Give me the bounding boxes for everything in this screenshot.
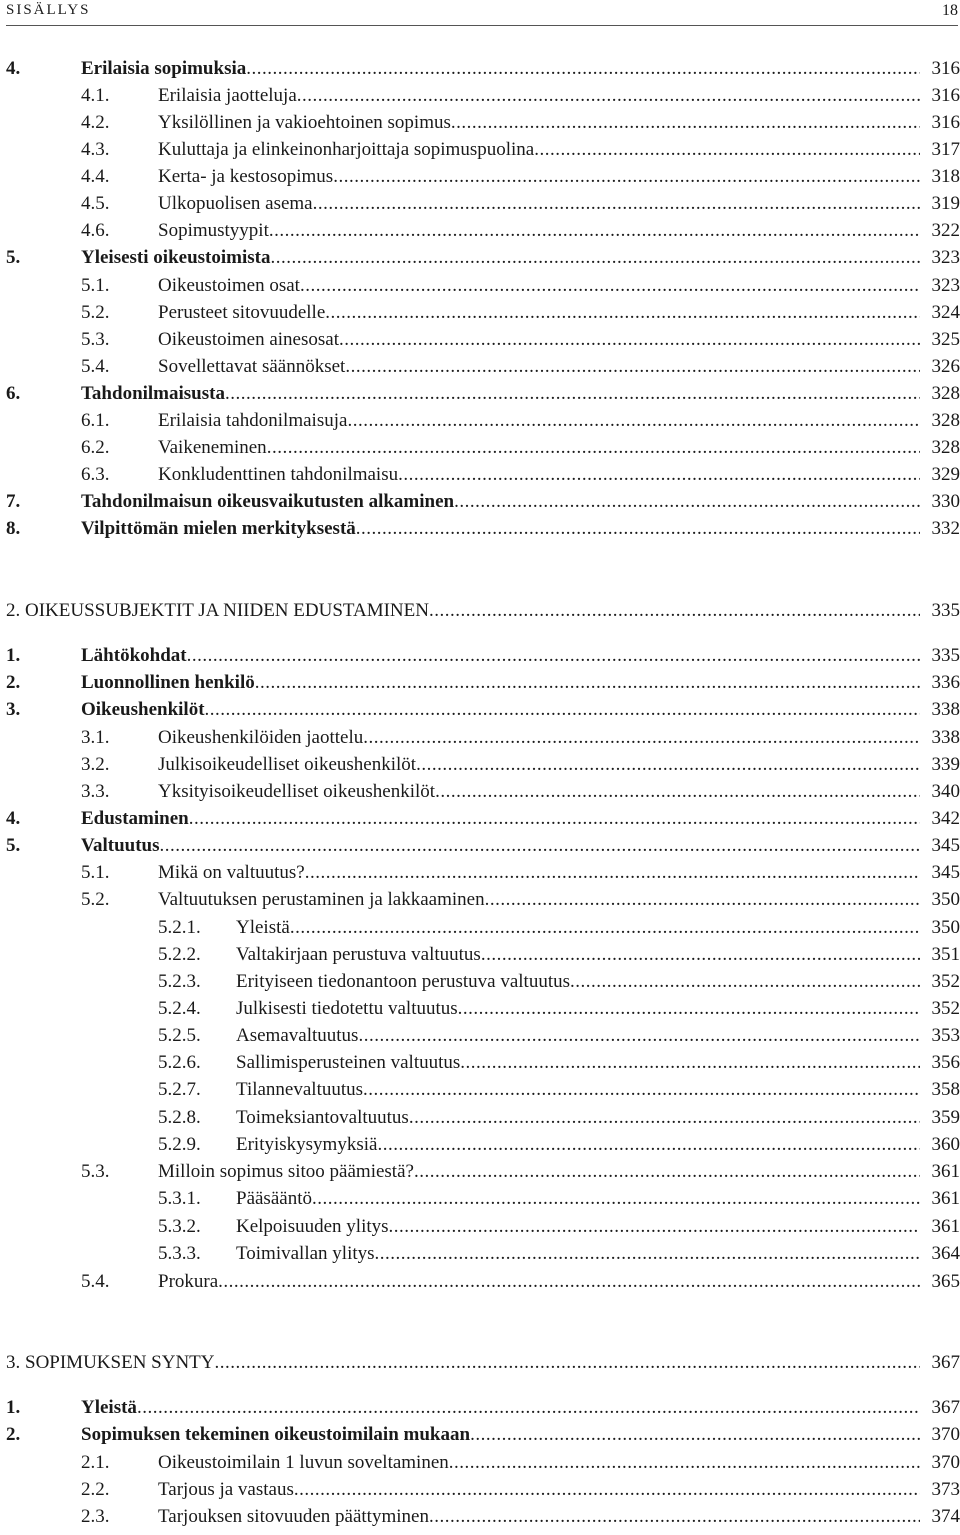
toc-entry	[0, 1213, 960, 1240]
toc-entry-number: 5.4.	[81, 356, 110, 377]
toc-entry	[0, 696, 960, 723]
toc-entry-page: 340	[931, 781, 960, 802]
toc-entry	[0, 968, 960, 995]
toc-entry	[0, 1449, 960, 1476]
dot-leader	[356, 515, 920, 542]
toc-entry	[0, 55, 960, 82]
toc-entry-number: 8.	[6, 518, 21, 539]
toc-entry-title: Pääsääntö	[236, 1188, 312, 1209]
dot-leader	[363, 724, 920, 751]
toc-entry	[0, 1076, 960, 1103]
toc-entry-number: 5.2.9.	[158, 1134, 201, 1155]
toc-entry-title: Valtuutuksen perustaminen ja lakkaaminen	[158, 889, 485, 910]
toc-entry-title: Valtuutus	[81, 835, 160, 856]
toc-entry-page: 370	[931, 1452, 960, 1473]
toc-entry-number: 3.2.	[81, 754, 110, 775]
toc-entry-title: Yleistä	[236, 917, 290, 938]
toc-entry-title: Erityiskysymyksiä	[236, 1134, 378, 1155]
toc-entry	[0, 1421, 960, 1448]
dot-leader	[363, 1076, 920, 1103]
toc-entry-title: 2. OIKEUSSUBJEKTIT JA NIIDEN EDUSTAMINEN	[6, 600, 429, 621]
toc-entry	[0, 136, 960, 163]
toc-entry	[0, 778, 960, 805]
toc-entry-page: 316	[931, 85, 960, 106]
toc-entry-number: 5.	[6, 247, 21, 268]
toc-entry	[0, 82, 960, 109]
toc-entry-number: 5.2.1.	[158, 917, 201, 938]
toc-entry	[0, 1131, 960, 1158]
dot-leader	[454, 488, 920, 515]
toc-entry-number: 5.2.7.	[158, 1079, 201, 1100]
toc-entry-title: Tahdonilmaisusta	[81, 383, 225, 404]
toc-entry-title: Tahdonilmaisun oikeusvaikutusten alkaminen	[81, 491, 455, 512]
toc-entry-page: 356	[931, 1052, 960, 1073]
toc-entry-number: 6.1.	[81, 410, 110, 431]
toc-entry-page: 322	[931, 220, 960, 241]
toc-entry-page: 323	[931, 247, 960, 268]
toc-entry-title: Prokura	[158, 1271, 219, 1292]
toc-entry-number: 5.2.	[81, 889, 110, 910]
toc-entry-number: 4.	[6, 808, 21, 829]
toc-entry-title: Konkludenttinen tahdonilmaisu	[158, 464, 399, 485]
toc-entry-page: 352	[931, 971, 960, 992]
dot-leader	[409, 1104, 920, 1131]
toc-entry	[0, 1268, 960, 1295]
toc-entry-number: 1.	[6, 1397, 21, 1418]
toc-entry-title: Oikeustoimilain 1 luvun soveltaminen	[158, 1452, 449, 1473]
dot-leader	[333, 163, 920, 190]
toc-entry-page: 353	[931, 1025, 960, 1046]
toc-entry	[0, 434, 960, 461]
toc-entry-title: Erilaisia jaotteluja	[158, 85, 297, 106]
toc-entry-page: 364	[931, 1243, 960, 1264]
toc-entry-title: Lähtökohdat	[81, 645, 187, 666]
toc-entry-page: 358	[931, 1079, 960, 1100]
dot-leader	[269, 217, 920, 244]
toc-entry-page: 330	[931, 491, 960, 512]
toc-entry-number: 3.1.	[81, 727, 110, 748]
toc-entry	[0, 1503, 960, 1530]
toc-entry-number: 5.2.3.	[158, 971, 201, 992]
toc-entry-number: 4.1.	[81, 85, 110, 106]
toc-entry-number: 6.	[6, 383, 21, 404]
toc-entry	[0, 1104, 960, 1131]
toc-entry-page: 374	[931, 1506, 960, 1527]
toc-entry-title: Oikeustoimen osat	[158, 275, 300, 296]
dot-leader	[290, 914, 920, 941]
toc-entry	[0, 190, 960, 217]
toc-entry-number: 5.3.	[81, 1161, 110, 1182]
dot-leader	[534, 136, 920, 163]
dot-leader	[458, 995, 920, 1022]
toc-entry	[0, 642, 960, 669]
toc-entry-page: 323	[931, 275, 960, 296]
toc-entry-title: Sovellettavat säännökset	[158, 356, 346, 377]
toc-entry	[0, 832, 960, 859]
dot-leader	[429, 597, 920, 624]
toc-entry-page: 345	[931, 862, 960, 883]
toc-entry	[0, 669, 960, 696]
toc-entry-title: 3. SOPIMUKSEN SYNTY	[6, 1352, 215, 1373]
toc-entry-number: 2.	[6, 672, 21, 693]
toc-entry-number: 6.2.	[81, 437, 110, 458]
toc-entry-title: Tarjouksen sitovuuden päättyminen	[158, 1506, 429, 1527]
toc-entry-title: Julkisesti tiedotettu valtuutus	[236, 998, 458, 1019]
dot-leader	[205, 696, 920, 723]
toc-entry	[0, 380, 960, 407]
toc-entry-page: 328	[931, 410, 960, 431]
toc-entry-number: 5.3.	[81, 329, 110, 350]
dot-leader	[313, 190, 920, 217]
toc-entry-number: 5.2.5.	[158, 1025, 201, 1046]
toc-entry-page: 367	[931, 1352, 960, 1373]
toc-entry-page: 345	[931, 835, 960, 856]
page-number: 18	[942, 2, 958, 19]
toc-entry-title: Ulkopuolisen asema	[158, 193, 313, 214]
dot-leader	[339, 326, 920, 353]
running-title: SISÄLLYS	[6, 2, 91, 18]
toc-entry-title: Perusteet sitovuudelle	[158, 302, 326, 323]
dot-leader	[389, 1213, 920, 1240]
toc-entry-page: 367	[931, 1397, 960, 1418]
toc-entry-page: 350	[931, 889, 960, 910]
toc-entry-title: Oikeustoimen ainesosat	[158, 329, 339, 350]
toc-entry-page: 336	[931, 672, 960, 693]
dot-leader	[416, 751, 920, 778]
toc-entry-page: 350	[931, 917, 960, 938]
toc-entry-number: 2.3.	[81, 1506, 110, 1527]
toc-entry-page: 361	[931, 1161, 960, 1182]
toc-entry-number: 1.	[6, 645, 21, 666]
toc-entry-number: 5.2.	[81, 302, 110, 323]
toc-entry-number: 5.2.8.	[158, 1107, 201, 1128]
toc-entry	[0, 244, 960, 271]
toc-entry-page: 359	[931, 1107, 960, 1128]
dot-leader	[187, 642, 920, 669]
toc-entry-title: Sopimuksen tekeminen oikeustoimilain mukaan	[81, 1424, 471, 1445]
dot-leader	[481, 941, 920, 968]
toc-entry-page: 328	[931, 437, 960, 458]
toc-entry	[0, 886, 960, 913]
toc-entry	[0, 1158, 960, 1185]
dot-leader	[347, 407, 920, 434]
toc-entry	[0, 515, 960, 542]
toc-entry	[0, 163, 960, 190]
toc-entry-number: 5.	[6, 835, 21, 856]
toc-entry-page: 328	[931, 383, 960, 404]
toc-entry-title: Yksityisoikeudelliset oikeushenkilöt	[158, 781, 436, 802]
toc-entry-page: 335	[931, 600, 960, 621]
toc-entry-page: 316	[931, 58, 960, 79]
toc-entry	[0, 461, 960, 488]
toc-entry-title: Sopimustyypit	[158, 220, 269, 241]
toc-entry-title: Valtakirjaan perustuva valtuutus	[236, 944, 481, 965]
toc-entry	[0, 1022, 960, 1049]
toc-entry-title: Erilaisia sopimuksia	[81, 58, 247, 79]
toc-entry-title: Erityiseen tiedonantoon perustuva valtuutus	[236, 971, 571, 992]
toc-entry-title: Yksilöllinen ja vakioehtoinen sopimus	[158, 112, 451, 133]
dot-leader	[255, 669, 920, 696]
toc-entry-title: Oikeushenkilöt	[81, 699, 205, 720]
toc-entry-number: 5.1.	[81, 862, 110, 883]
toc-entry-title: Toimivallan ylitys	[236, 1243, 375, 1264]
toc-entry	[0, 299, 960, 326]
dot-leader	[570, 968, 920, 995]
toc-entry	[0, 805, 960, 832]
dot-leader	[294, 1476, 920, 1503]
toc-entry-page: 338	[931, 727, 960, 748]
dot-leader	[485, 886, 920, 913]
toc-entry	[0, 1476, 960, 1503]
toc-part-heading	[0, 1349, 960, 1376]
toc-entry-number: 5.2.6.	[158, 1052, 201, 1073]
toc-entry	[0, 272, 960, 299]
toc-entry-page: 325	[931, 329, 960, 350]
toc-entry-number: 2.1.	[81, 1452, 110, 1473]
dot-leader	[305, 859, 920, 886]
toc-entry-number: 4.4.	[81, 166, 110, 187]
toc-entry	[0, 1049, 960, 1076]
toc-entry-number: 4.2.	[81, 112, 110, 133]
dot-leader	[246, 55, 920, 82]
toc-entry-title: Kelpoisuuden ylitys	[236, 1216, 389, 1237]
toc-entry-number: 7.	[6, 491, 21, 512]
toc-entry	[0, 1240, 960, 1267]
toc-entry-number: 2.2.	[81, 1479, 110, 1500]
toc-entry-number: 5.2.4.	[158, 998, 201, 1019]
toc-entry-page: 365	[931, 1271, 960, 1292]
toc-entry-number: 6.3.	[81, 464, 110, 485]
dot-leader	[460, 1049, 920, 1076]
toc-entry-title: Mikä on valtuutus?	[158, 862, 305, 883]
toc-entry-page: 352	[931, 998, 960, 1019]
toc-entry-number: 5.1.	[81, 275, 110, 296]
toc-entry-page: 373	[931, 1479, 960, 1500]
toc-entry-number: 5.3.1.	[158, 1188, 201, 1209]
toc-entry-title: Vilpittömän mielen merkityksestä	[81, 518, 356, 539]
toc-entry-page: 360	[931, 1134, 960, 1155]
dot-leader	[215, 1349, 921, 1376]
toc-entry-title: Oikeushenkilöiden jaottelu	[158, 727, 364, 748]
toc-entry-number: 4.3.	[81, 139, 110, 160]
toc-entry-title: Toimeksiantovaltuutus	[236, 1107, 409, 1128]
toc-entry-number: 3.	[6, 699, 21, 720]
toc-entry-number: 5.2.2.	[158, 944, 201, 965]
toc-entry-number: 5.4.	[81, 1271, 110, 1292]
toc-entry-page: 318	[931, 166, 960, 187]
toc-entry-number: 4.5.	[81, 193, 110, 214]
toc-entry-title: Milloin sopimus sitoo päämiestä?	[158, 1161, 414, 1182]
toc-entry-number: 5.3.2.	[158, 1216, 201, 1237]
toc-entry-page: 319	[931, 193, 960, 214]
toc-entry-page: 338	[931, 699, 960, 720]
toc-entry	[0, 1394, 960, 1421]
dot-leader	[398, 461, 920, 488]
toc-entry-title: Sallimisperusteinen valtuutus	[236, 1052, 461, 1073]
toc-entry-title: Yleistä	[81, 1397, 137, 1418]
toc-entry	[0, 995, 960, 1022]
toc-entry-page: 342	[931, 808, 960, 829]
toc-entry-page: 370	[931, 1424, 960, 1445]
toc-entry-page: 351	[931, 944, 960, 965]
toc-entry-page: 326	[931, 356, 960, 377]
dot-leader	[225, 380, 920, 407]
toc-entry	[0, 1185, 960, 1212]
toc-entry-number: 3.3.	[81, 781, 110, 802]
toc-entry-page: 361	[931, 1188, 960, 1209]
dot-leader	[189, 805, 920, 832]
toc-entry-page: 339	[931, 754, 960, 775]
toc-entry	[0, 407, 960, 434]
dot-leader	[345, 353, 920, 380]
dot-leader	[414, 1158, 920, 1185]
toc-entry-title: Julkisoikeudelliset oikeushenkilöt	[158, 754, 417, 775]
toc-entry-title: Tilannevaltuutus	[236, 1079, 364, 1100]
toc-entry	[0, 353, 960, 380]
toc-entry-title: Tarjous ja vastaus	[158, 1479, 294, 1500]
toc-entry-title: Erilaisia tahdonilmaisuja	[158, 410, 348, 431]
toc-entry	[0, 326, 960, 353]
toc-entry-number: 5.3.3.	[158, 1243, 201, 1264]
dot-leader	[160, 832, 920, 859]
toc-entry	[0, 914, 960, 941]
dot-leader	[300, 272, 920, 299]
dot-leader	[470, 1421, 920, 1448]
toc-entry-page: 329	[931, 464, 960, 485]
dot-leader	[297, 82, 920, 109]
dot-leader	[449, 1449, 920, 1476]
dot-leader	[312, 1185, 920, 1212]
toc-entry	[0, 859, 960, 886]
toc-entry-title: Edustaminen	[81, 808, 189, 829]
toc-entry-title: Yleisesti oikeustoimista	[81, 247, 271, 268]
toc-entry-page: 324	[931, 302, 960, 323]
toc-entry	[0, 217, 960, 244]
dot-leader	[451, 109, 920, 136]
dot-leader	[218, 1268, 920, 1295]
toc-entry	[0, 109, 960, 136]
dot-leader	[377, 1131, 920, 1158]
toc-entry-page: 332	[931, 518, 960, 539]
toc-entry-title: Asemavaltuutus	[236, 1025, 359, 1046]
toc-entry	[0, 751, 960, 778]
toc-entry-number: 4.	[6, 58, 21, 79]
toc-entry-title: Kuluttaja ja elinkeinonharjoittaja sopimuspuolina	[158, 139, 535, 160]
dot-leader	[137, 1394, 920, 1421]
toc-entry-page: 335	[931, 645, 960, 666]
toc-entry-number: 4.6.	[81, 220, 110, 241]
toc-entry-title: Vaikeneminen	[158, 437, 267, 458]
toc-entry-page: 317	[931, 139, 960, 160]
dot-leader	[435, 778, 920, 805]
toc-entry	[0, 941, 960, 968]
dot-leader	[358, 1022, 920, 1049]
toc-part-heading	[0, 597, 960, 624]
toc-entry	[0, 724, 960, 751]
dot-leader	[429, 1503, 920, 1530]
toc-entry-title: Kerta- ja kestosopimus	[158, 166, 334, 187]
toc-entry-number: 2.	[6, 1424, 21, 1445]
toc-entry-title: Luonnollinen henkilö	[81, 672, 255, 693]
dot-leader	[270, 244, 920, 271]
toc-entry-page: 361	[931, 1216, 960, 1237]
toc-entry	[0, 488, 960, 515]
dot-leader	[375, 1240, 920, 1267]
toc-entry-page: 316	[931, 112, 960, 133]
dot-leader	[267, 434, 920, 461]
dot-leader	[325, 299, 920, 326]
